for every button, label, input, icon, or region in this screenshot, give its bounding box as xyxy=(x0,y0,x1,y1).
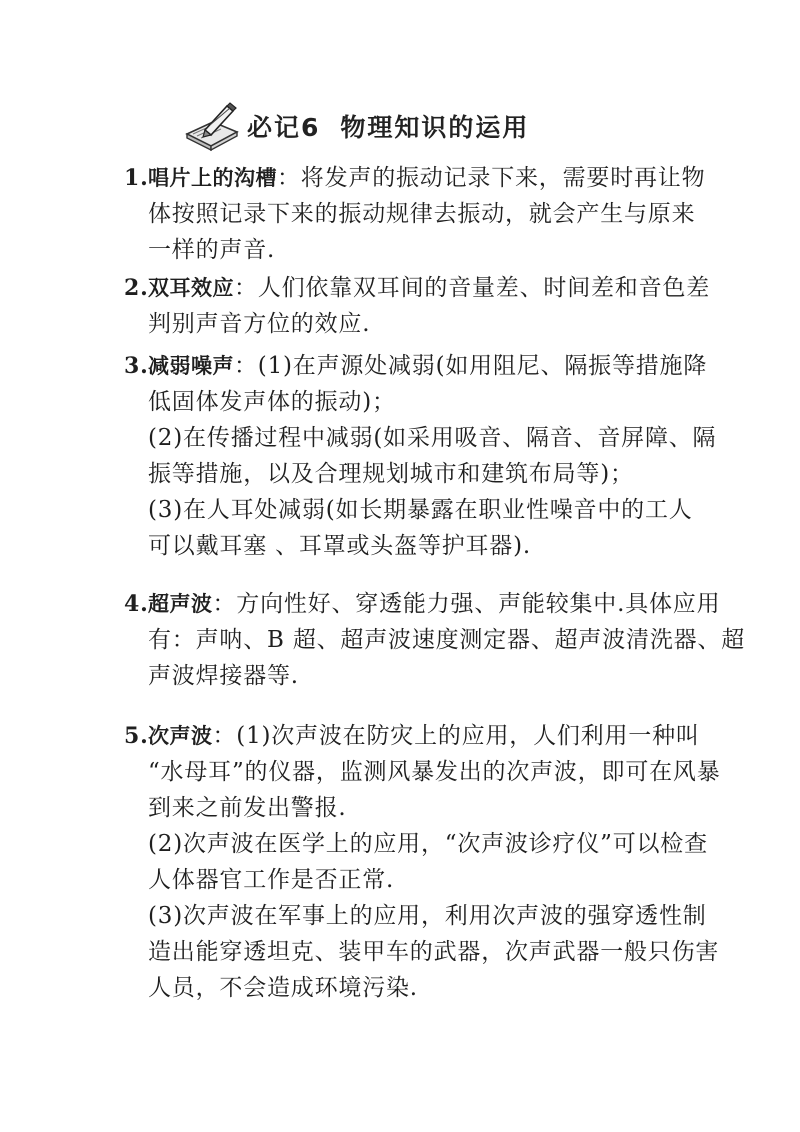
item-first-line xyxy=(124,718,700,754)
item-line: 可以戴耳塞 、耳罩或头盔等护耳器). xyxy=(148,533,531,559)
item-first-line xyxy=(124,160,706,196)
item-number: 2. xyxy=(124,275,149,301)
item-line: 有：声呐、B 超、超声波速度测定器、超声波清洗器、超 xyxy=(148,627,746,653)
list-item xyxy=(124,718,721,1006)
title-label: 必记6 xyxy=(247,113,321,142)
item-line: (2)在传播过程中减弱(如采用吸音、隔音、音屏障、隔 xyxy=(148,425,717,451)
section-title xyxy=(183,100,529,152)
item-line: 一样的声音. xyxy=(148,237,276,263)
list-item xyxy=(124,160,706,268)
item-first-line xyxy=(124,586,721,622)
item-first-line xyxy=(124,348,708,384)
item-line: 造出能穿透坦克、装甲车的武器，次声武器一般只伤害 xyxy=(148,939,720,965)
item-line: 人体器官工作是否正常. xyxy=(148,867,395,893)
item-number: 3. xyxy=(124,353,149,379)
item-line: ：方向性好、穿透能力强、声能较集中.具体应用 xyxy=(212,591,721,617)
item-line: (3)在人耳处减弱(如长期暴露在职业性噪音中的工人 xyxy=(148,497,693,523)
item-line: ：人们依靠双耳间的音量差、时间差和音色差 xyxy=(234,275,710,301)
item-line: 声波焊接器等. xyxy=(148,663,299,689)
item-line: 人员，不会造成环境污染. xyxy=(148,975,418,1001)
item-number: 5. xyxy=(124,723,149,749)
list-item xyxy=(124,586,746,694)
item-line: 低固体发声体的振动)； xyxy=(148,389,396,415)
notebook-pencil-icon xyxy=(183,100,241,152)
item-line: “水母耳”的仪器，监测风暴发出的次声波，即可在风暴 xyxy=(148,759,721,785)
item-line: 判别声音方位的效应. xyxy=(148,311,371,337)
item-line: ：将发声的振动记录下来，需要时再让物 xyxy=(277,165,706,191)
item-term: 超声波 xyxy=(148,592,213,616)
item-line: ：(1)在声源处减弱(如用阻尼、隔振等措施降 xyxy=(234,353,708,379)
item-number: 1. xyxy=(124,165,149,191)
item-first-line xyxy=(124,270,710,306)
list-item xyxy=(124,270,710,342)
item-term: 次声波 xyxy=(148,724,213,748)
item-term: 唱片上的沟槽 xyxy=(148,166,277,190)
item-line: 振等措施，以及合理规划城市和建筑布局等)； xyxy=(148,461,634,487)
item-line: 体按照记录下来的振动规律去振动，就会产生与原来 xyxy=(148,201,696,227)
item-term: 双耳效应 xyxy=(148,276,234,300)
title-topic: 物理知识的运用 xyxy=(340,113,530,142)
item-number: 4. xyxy=(124,591,149,617)
title-text xyxy=(247,108,529,144)
item-term: 减弱噪声 xyxy=(148,354,234,378)
item-line: 到来之前发出警报. xyxy=(148,795,347,821)
item-line: (2)次声波在医学上的应用，“次声波诊疗仪”可以检查 xyxy=(148,831,708,857)
item-line: ：(1)次声波在防灾上的应用，人们利用一种叫 xyxy=(212,723,700,749)
list-item xyxy=(124,348,717,564)
item-line: (3)次声波在军事上的应用，利用次声波的强穿透性制 xyxy=(148,903,707,929)
content-body xyxy=(124,160,746,1006)
